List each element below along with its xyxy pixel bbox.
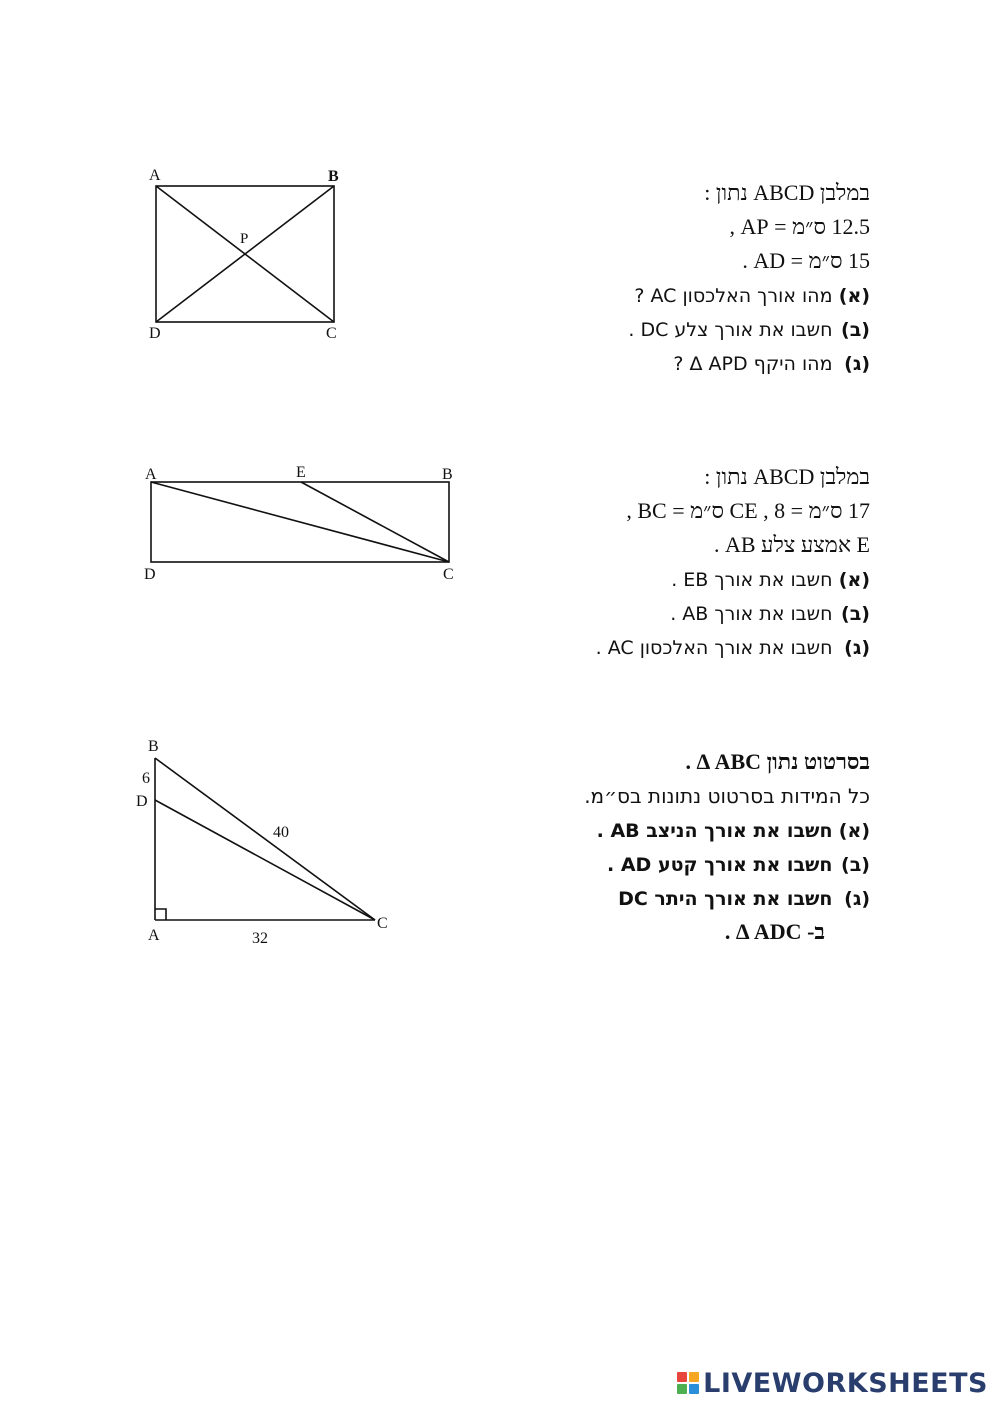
measure-bc: 40	[273, 824, 289, 841]
problem-2-question-b	[596, 596, 870, 630]
question-label: (ב)	[841, 603, 870, 625]
vertex-label-b: B	[328, 168, 339, 185]
measure-ac: 32	[252, 930, 268, 947]
hypotenuse-bc	[155, 758, 375, 920]
diagonal-ac	[151, 482, 449, 562]
problem-3-question-c-continued: ב- Δ ADC .	[724, 919, 825, 944]
measure-bd: 6	[142, 770, 150, 787]
problem-3-intro: בסרטוט נתון Δ ABC .	[685, 749, 870, 774]
question-text: חשבו את אורך צלע DC .	[628, 319, 833, 341]
vertex-label-d: D	[144, 566, 156, 583]
problem-1-question-c	[628, 346, 870, 380]
problem-2-given-midpoint: E אמצע צלע AB .	[713, 532, 870, 557]
problem-1-question-a	[628, 278, 870, 312]
question-label: (א)	[838, 569, 870, 591]
question-label: (א)	[838, 820, 870, 842]
vertex-label-b: B	[148, 738, 159, 755]
problem-1-given-ap: 12.5 ס״מ = AP ,	[729, 214, 870, 239]
question-text: חשבו את אורך AB .	[670, 603, 833, 625]
question-label: (ג)	[844, 888, 870, 910]
vertex-label-d: D	[149, 325, 161, 342]
question-text: חשבו את אורך האלכסון AC .	[595, 637, 833, 659]
problem-2-intro: במלבן ABCD נתון :	[704, 464, 870, 489]
problem-1-intro: במלבן ABCD נתון :	[704, 180, 870, 205]
question-label: (ב)	[841, 854, 870, 876]
question-text: מהו היקף Δ APD ?	[673, 353, 833, 375]
problem-2-given-lengths: 17 ס״מ = CE , 8 ס״מ = BC ,	[626, 498, 870, 523]
vertex-label-b: B	[442, 466, 453, 483]
problem-2-question-c	[596, 630, 870, 664]
segment-dc	[155, 800, 375, 920]
vertex-label-a: A	[145, 466, 157, 483]
problem-2-text	[596, 460, 870, 664]
question-label: (א)	[838, 285, 870, 307]
question-label: (ג)	[844, 637, 870, 659]
intersection-label-p: P	[240, 231, 249, 247]
logo-text: LIVEWORKSHEETS	[703, 1367, 988, 1399]
right-angle-marker	[155, 909, 166, 920]
vertex-label-e: E	[296, 464, 306, 481]
liveworksheets-logo	[677, 1366, 988, 1400]
question-text: מהו אורך האלכסון AC ?	[634, 285, 833, 307]
vertex-label-c: C	[326, 325, 337, 342]
segment-ce	[301, 482, 449, 562]
question-text: חשבו את אורך EB .	[671, 569, 833, 591]
problem-1-text	[628, 176, 870, 380]
vertex-label-c: C	[443, 566, 454, 583]
problem-3-text	[584, 745, 870, 949]
rectangle-diagram-1	[140, 160, 360, 350]
vertex-label-c: C	[377, 915, 388, 932]
vertex-label-d: D	[136, 793, 148, 810]
question-text: חשבו את אורך קטע AD .	[607, 854, 833, 876]
problem-3-question-b	[584, 847, 870, 881]
logo-mark-icon	[677, 1372, 699, 1394]
problem-3-units-note: כל המידות בסרטוט נתונות בס״מ.	[584, 784, 870, 808]
question-label: (ב)	[841, 319, 870, 341]
rectangle-diagram-2	[140, 460, 470, 590]
question-text: חשבו את אורך היתר DC	[618, 888, 833, 910]
question-label: (ג)	[844, 353, 870, 375]
problem-1-question-b	[628, 312, 870, 346]
triangle-diagram-3	[130, 730, 400, 955]
problem-2-question-a	[596, 562, 870, 596]
vertex-label-a: A	[149, 167, 161, 184]
vertex-label-a: A	[148, 927, 160, 944]
problem-3-question-a	[584, 813, 870, 847]
question-text: חשבו את אורך הניצב AB .	[596, 820, 833, 842]
problem-1-given-ad: 15 ס״מ = AD .	[742, 248, 870, 273]
problem-3-question-c	[584, 881, 870, 915]
